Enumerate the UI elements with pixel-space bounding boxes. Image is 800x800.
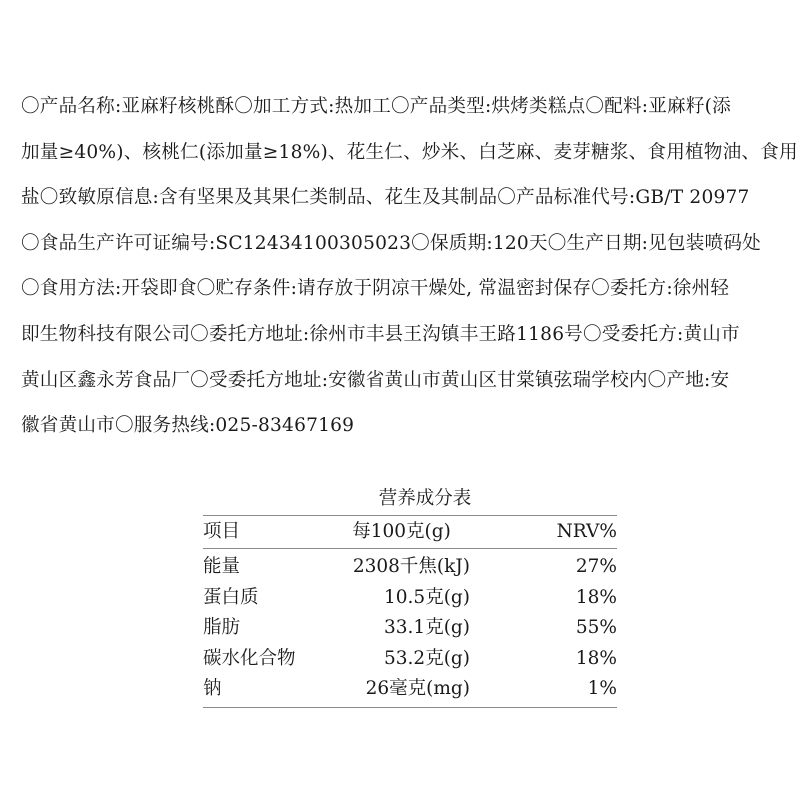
table-row [203, 674, 617, 707]
info-line: 黄山区鑫永芳食品厂〇受委托方地址:安徽省黄山市黄山区甘棠镇弦瑞学校内〇产地:安 [21, 369, 730, 391]
info-line: 盐〇致敏原信息:含有坚果及其果仁类制品、花生及其制品〇产品标准代号:GB/T 20977 [21, 187, 750, 209]
row-nrv: 18% [575, 647, 617, 669]
row-amount: 26毫克(mg) [365, 678, 470, 699]
nutrition-table-title: 营养成分表 [378, 488, 472, 509]
product-info-block [21, 84, 798, 449]
row-nrv: 18% [575, 586, 617, 608]
row-item: 脂肪 [203, 617, 241, 638]
table-row [203, 583, 617, 614]
info-line: 〇食品生产许可证编号:SC12434100305023〇保质期:120天〇生产日期:见包装喷码处 [21, 232, 761, 254]
row-amount: 33.1克(g) [384, 617, 470, 638]
header-item: 项目 [203, 521, 241, 542]
row-amount: 10.5克(g) [384, 586, 470, 608]
nutrition-facts [203, 482, 617, 708]
table-row [203, 644, 617, 675]
row-item: 钠 [203, 678, 222, 699]
info-line: 即生物科技有限公司〇委托方地址:徐州市丰县王沟镇丰王路1186号〇受委托方:黄山市 [21, 323, 740, 345]
nutrition-table [203, 515, 617, 708]
table-row [203, 613, 617, 644]
row-nrv: 27% [575, 556, 617, 577]
row-amount: 53.2克(g) [384, 647, 470, 669]
row-nrv: 1% [587, 678, 617, 699]
info-line: 加量≥40%)、核桃仁(添加量≥18%)、花生仁、炒米、白芝麻、麦芽糖浆、食用植物油、食用 [21, 141, 798, 163]
row-item: 能量 [203, 556, 241, 577]
table-row [203, 549, 617, 583]
info-line: 〇产品名称:亚麻籽核桃酥〇加工方式:热加工〇产品类型:烘烤类糕点〇配料:亚麻籽(添 [21, 96, 731, 117]
table-header-row [203, 516, 617, 549]
row-item: 蛋白质 [203, 586, 259, 608]
info-line: 〇食用方法:开袋即食〇贮存条件:请存放于阴凉干燥处, 常温密封保存〇委托方:徐州轻 [21, 278, 730, 300]
header-nrv: NRV% [556, 521, 617, 542]
row-amount: 2308千焦(kJ) [352, 556, 470, 577]
row-item: 碳水化合物 [203, 647, 296, 669]
header-amount: 每100克(g) [352, 521, 451, 542]
row-nrv: 55% [575, 617, 617, 638]
info-line: 徽省黄山市〇服务热线:025-83467169 [21, 415, 355, 437]
